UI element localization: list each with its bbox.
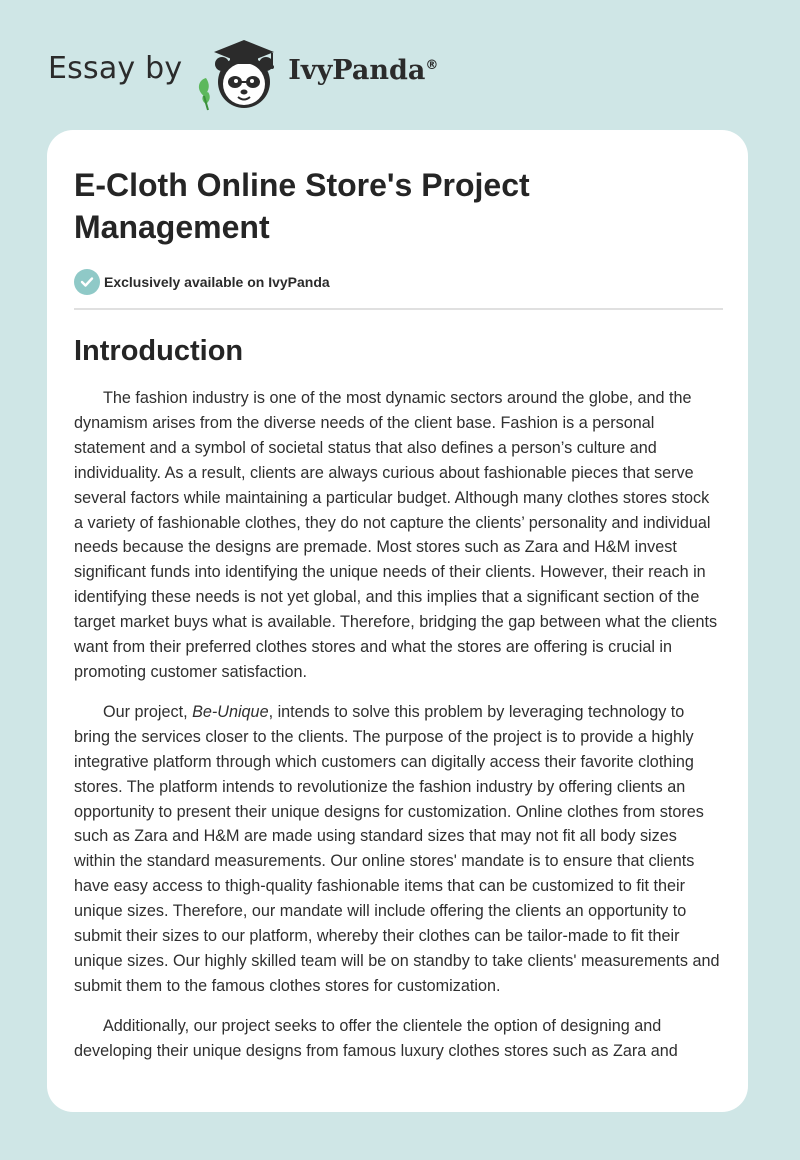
exclusive-badge — [74, 268, 722, 296]
registered-mark: ® — [425, 57, 439, 73]
site-header — [48, 34, 438, 114]
paragraph-1: The fashion industry is one of the most dynamic sectors around the globe, and the dynamism arises from the diverse needs of the client base. Fashion is a personal statement and a symbol of societal status that also defines a person’s culture and individuality. As a result, clients are always curious about fashionable pieces that serve several factors while maintaining a particular budget. Although many clothes stores stock a variety of fashionable clothes, they do not capture the clients’ personality and individual needs because the designs are premade. Most stores such as Zara and H&M invest significant funds into identifying the unique needs of their clients. However, their reach in identifying these needs is not yet global, and this implies that a significant section of the target market buys what is available. Therefore, bridging the gap between what the clients want from their preferred clothes stores and what the stores are offering is crucial in promoting customer satisfaction. — [74, 389, 718, 681]
panda-logo-icon[interactable] — [192, 34, 284, 114]
divider — [74, 308, 723, 310]
paragraph-3: Additionally, our project seeks to offer the clientele the option of designing and developing their unique designs from famous luxury clothes stores such as Zara and — [74, 1016, 678, 1060]
exclusive-label: Exclusively available on IvyPanda — [104, 274, 330, 290]
brand-name[interactable]: IvyPanda® — [288, 54, 439, 86]
check-icon — [74, 269, 100, 295]
paragraph-2: Our project, Be-Unique, intends to solve this problem by leveraging technology to bring the services closer to the clients. The purpose of the project is to provide a highly integrative platform through which customers can digitally access their favorite clothing stores. The platform intends to revolutionize the fashion industry by offering clients an opportunity to present their unique designs for customization. Online clothes from stores such as Zara and H&M are made using standard sizes that may not fit all body sizes within the standard measurements. Our online stores' mandate is to ensure that clients have easy access to thigh-quality fashionable items that can be customized to fit their unique sizes. Therefore, our mandate will include offering the clients an opportunity to submit their sizes to our platform, whereby their clothes can be tailor-made to fit their unique sizes. Our highly skilled team will be on standby to take clients' measurements and submit them to the famous clothes stores for customization. — [74, 702, 720, 995]
brand-prefix: Essay by — [48, 50, 183, 86]
project-name: Be-Unique — [192, 702, 269, 721]
article-title: E-Cloth Online Store's Project Management — [74, 167, 530, 245]
section-heading: Introduction — [74, 335, 244, 367]
article-card — [47, 130, 748, 1112]
